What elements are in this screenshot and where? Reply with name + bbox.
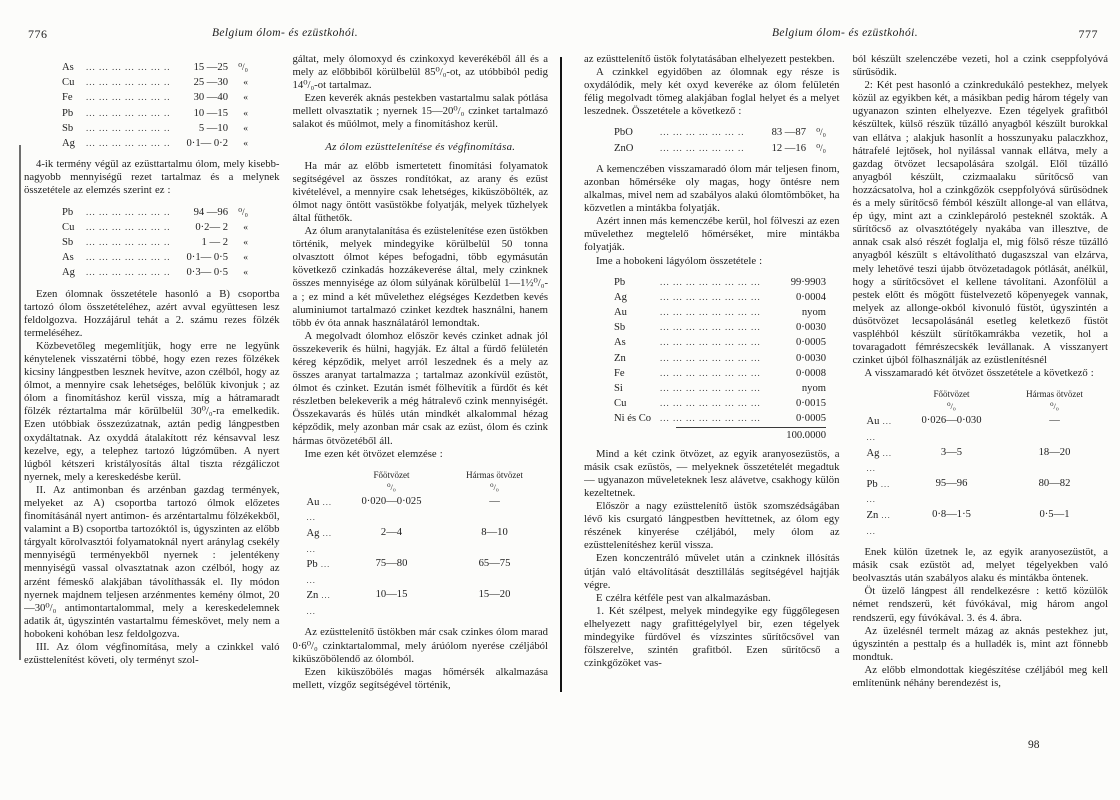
element-value: 0·0030 [795,352,826,364]
paragraph: 1. Két szélpest, melyek mindegyike egy függőlegesen elhelyezett nagy grafittégelylyel bir, ezen tégelyek mindegyike fürdővel és vízszintes sűrítőcsővel van fölszerelve, szintén grafitból. Ezen sűrítőcső a czinkgőzöket vas- [584,604,840,670]
right-col-2 [853,53,1109,753]
value-unit: ⁰/₀ [238,207,248,218]
value-unit: « [243,78,248,89]
dot-leader [660,275,764,290]
table-total-row [614,427,826,441]
element-symbol: Sb [614,322,626,334]
paragraph: Az előbb elmondottak kiegészítése czéljából meg kell említenünk néhány berendezést is, [852,663,1108,690]
paragraph: Közbevetőleg megemlítjük, hogy erre ne legyünk kénytelenek visszatérni többé, hogy ezen rezes fölzékek kicsiny lángpestben lesznek hevítve, azon czélból, hogy az ólmot, a mennyire csak lehetséges, belőlük kivonjuk ; az ólom a finomításhoz kerül vissza, míg a hátramaradt fölzék réztartalma már körülbelül 30⁰/₀-ra emelkedik. Ezen utóbbiak összezúzatnak, aztán pedig lángpestben oxydáltatnak. Az oxyddá átalakított réz kénsavval lesz kezelve, egy, a telephez tartozó lúgzóműben. A nyert lúgból kétszeri kristályosítás által tiszta rézgáliczot nyernek, mely a kereskedésbe kerül. [24,339,280,483]
table-row [62,90,248,105]
table-row [614,411,826,426]
paragraph: Ime ezen két ötvözet elemzése : [304,447,443,460]
value-unit: ⁰/₀ [816,128,826,139]
main-alloy-value: 0·026—0·030 [921,415,982,427]
soft-lead-composition-table [614,275,826,441]
paragraph: Ezen kiküszöbölés magas hőmérsék alkalmazása mellett, vízgőz segítségével történik, [292,665,548,691]
element-symbol: Sb [62,236,74,248]
value-unit: « [243,222,248,233]
element-value: 15 —25 [193,62,228,73]
paragraph: Ezen konczentráló művelet után a czinknek illósítás útján való eltávolítását desztillálás segítségével hajtják végre. [584,552,840,591]
dot-leader [660,290,764,305]
dot-leader [86,60,170,75]
table-row [614,351,826,366]
table-row [62,60,248,75]
left-page-columns [24,53,548,753]
page-number: 776 [28,27,48,41]
element-value: 5 —10 [198,122,228,134]
dot-leader [86,265,170,280]
value-unit: « [243,139,248,150]
left-page-header [26,27,544,43]
element-symbol: Pb [614,276,626,288]
paragraph: Ezen keverék aknás pestekben vastartalmu salak pótlása mellett olvasztatik ; nyernek 15—20⁰/₀ czinket tartalmazó salakot és műólmot, mely a finomításhoz kerül. [292,92,548,131]
main-alloy-value: 75—80 [375,558,408,570]
element-symbol: As [62,252,74,264]
table-row [62,235,248,250]
element-value: 0·0030 [795,322,826,334]
table-row [614,335,826,350]
element-value: 0·3— 0·5 [186,267,228,279]
element-value: 0·2— 2 [195,221,228,233]
element-symbol: Si [614,383,623,395]
dot-leader [660,320,764,335]
table-row [62,121,248,136]
paragraph-continuation: az ezüsttelenítő üstök folytatásában elhelyezett pestekben. [584,53,835,65]
compound-symbol: PbO [614,127,633,139]
value-unit: « [243,93,248,104]
spacer [299,470,339,481]
paragraph: Enek külön űzetnek le, az egyik aranyosezüstöt, a másik csak ezüstöt ad, melyet tégelyekben való beolvasztás után szabályos alaku és mintákba öntenek. [852,546,1108,585]
unit-label: ⁰/₀ [387,481,396,492]
element-symbol: Fe [62,92,73,104]
lead-table-rows [614,275,826,427]
table-row [62,136,248,151]
value-unit: « [243,268,248,279]
unit-label: ⁰/₀ [1050,401,1059,412]
right-page [560,0,1120,800]
spacer [859,401,899,411]
paragraph: Az ezüsttelenítő üstökben már csak czinkes ólom marad 0·6⁰/₀ czinktartalommal, mely árúólom nyerése czéljából kiküszöbölendő az ólomból. [292,626,548,665]
table-row [62,205,248,220]
table-row [614,290,826,305]
value-unit: « [243,253,248,264]
element-value: 0·0004 [795,291,826,303]
unit-label: ⁰/₀ [947,401,956,412]
compound-symbol: ZnO [614,142,634,154]
element-symbol: Ag ... ... [859,446,899,477]
table-row [859,477,1105,508]
section-heading: Az ólom ezüsttelenítése és végfinomítása. [325,140,516,153]
table-row [614,396,826,411]
table-row [299,526,545,557]
page-number: 777 [1078,27,1098,41]
table-row [614,275,826,290]
element-symbol: As [62,62,74,73]
element-symbol: Cu [614,398,627,410]
element-symbol: Sb [62,122,74,134]
dot-leader [660,381,764,396]
element-value: nyom [801,383,826,395]
table-row [299,588,545,619]
table-row [299,495,545,526]
ternary-alloy-value: 80—82 [1038,477,1071,489]
element-symbol: Pb [62,107,74,119]
dot-leader [86,75,170,90]
element-symbol: Ag [62,267,75,279]
chem-table-silver-lead [62,205,248,281]
main-alloy-value: 10—15 [375,589,408,601]
element-symbol: Au [614,307,627,319]
alloy-table-units [859,401,1105,411]
ternary-alloy-value: — [489,495,500,507]
element-symbol: Ag [614,291,627,303]
paragraph: Mind a két czink ötvözet, az egyik aranyosezüstös, a másik csak ezüstös, — melyeknek összetételét megadtuk — ugyanazon műveleteknek lesz alávetve, csakhogy külön kezeltetnek. [584,447,840,499]
paragraph: A visszamaradó két ötvözet összetétele a következő : [864,367,1094,380]
main-alloy-value: 2—4 [380,526,403,538]
column-header: Főötvözet [373,469,410,480]
alloy-composition-table [859,389,1105,539]
table-row [299,557,545,588]
element-symbol: Pb ... ... [859,477,899,508]
right-page-columns [584,53,1108,753]
paragraph: Az üzelésnél termelt mázag az aknás pestekhez jut, úgyszintén a pesttalp és a hulladék is, mint azt fönnebb mondtuk. [852,624,1108,663]
paragraph: Ezen ólomnak összetétele hasonló a B) csoportba tartozó ólom összetételéhez, azért avval együttesen lesz feldolgozva. Hozzájárul tehát a 2. számu rezes fölzék termeléséhez. [24,287,280,339]
column-header: Hármas ötvözet [1026,389,1083,400]
running-title: Belgium ólom- és ezüstkohói. [772,27,918,39]
right-col-1 [584,53,840,753]
element-value: nyom [801,307,826,319]
element-value: 94 —96 [193,206,228,218]
paragraph: 2: Két pest hasonló a czinkredukáló pestekhez, melyek közül az egyikben két, a másikban pedig három tégely van ugyanazon szinten elhelyezve. Ezen tégelyek grafitból készültek, külső részük tűzálló anyagból készült burokkal van ellátva ; alakjuk hasonlít a hosszunyaku palaczkhoz, hátrafelé lejtősek, hol nyilással vannak ellátva, mely a gazdag ötvözet lecsapolására szolgál. Elől tűzálló anyagból készült, czizmaalaku sűrítőcső van hozzácsatolva, hol a czinkgőzök cseppfolyóvá sűrűsödnek és a mely sűrítőcső fémból készült allonge-al van ellátva, ép úgy, mint azt a czinklepároló pesteknél szokták. A sűrítőcső az olvasztótégely nyakába van illesztve, de annak csak alsó részét foglalja el, mig fölső része tűzálló anyagból készült s eltávolítható dugaszszal van elzárva, mely lehetővé teszi újabb ötvözetadagok pótlását, anélkül, hogy a sűrítőcsövet el kellene távolítani. Azonfölül a pestek előtt és mögött füstelvezető köpenyegek vannak, melyek az allonge-okból kivonuló füstöt, úgyszintén a dúsötvözet lecsapolásánál esetleg keletkező füstöt vaspléhból készült sűrítőkamrákba vezetik, hol a tovaragadott fémrészecskék levállanak. A visszanyert czinket újból fölhasználják az ezüstlenítésnél [852,79,1108,367]
ternary-alloy-value: 18—20 [1038,446,1071,458]
table-row [62,106,248,121]
right-page-header [586,27,1104,43]
element-symbol: As [614,337,626,349]
main-alloy-value: 3—5 [940,446,963,458]
dot-leader [86,121,170,136]
table-row [614,141,826,156]
main-alloy-value: 0·020—0·025 [361,495,422,507]
value-unit: « [243,108,248,119]
dot-leader [86,250,170,265]
element-value: 1 — 2 [201,236,228,248]
main-alloy-value: 95—96 [935,477,968,489]
paragraph: 4-ik termény végül az ezüsttartalmu ólom, mely kisebb-nagyobb mennyiségű rezet tartalmaz és a melynek összetétele az elemzés szerint ez : [24,158,280,197]
value-unit: « [243,123,248,134]
element-symbol: Au ... ... [299,495,339,526]
alloy-analysis-table [299,470,545,620]
ternary-alloy-value: 65—75 [478,558,511,570]
dot-leader [86,136,170,151]
element-value: 25 —30 [193,77,228,89]
table-row [614,305,826,320]
element-symbol: Cu [62,221,75,233]
table-row [62,265,248,280]
element-value: 0·1— 0·5 [186,252,228,264]
element-symbol: Ag ... ... [299,526,339,557]
table-row [614,125,826,140]
dot-leader [660,351,764,366]
sheet-signature-number: 98 [1028,739,1040,751]
spacer [859,389,899,400]
dot-leader [86,205,170,220]
element-symbol: Cu [62,77,75,89]
element-symbol: Pb [62,206,74,218]
dot-leader [86,220,170,235]
total-value: 100.0000 [676,427,826,441]
element-symbol: Zn ... ... [299,588,339,619]
alloy-table-rows [859,414,1105,539]
ternary-alloy-value: — [1049,415,1060,427]
dot-leader [86,106,170,121]
unit-label: ⁰/₀ [490,481,499,492]
paragraph: Az ólum aranytalanítása és ezüstelenítése ezen üstökben történik, melyek mindegyike körülbelül 50 tonna olvasztott ólmot képes befogadni, több egymásután következő czinkadás hozzákeverése által, mely czinknek összes mennyisége az ólom súlyának körülbelül 1—1½⁰/₀-a ; ez mind a két művelethez elégséges Kezdetben kevés aluminiumot tartalmazó czinket kezdtek használni, hanem több év óta annak használatáról lemondtak. [292,225,548,329]
main-alloy-value: 0·8—1·5 [932,508,971,520]
paragraph: Ha már az előbb ismertetett finomítási folyamatok segítségével az összes rondítókat, az arany és ezüst kivételével, a mennyire csak lehetséges, kiküszöbölték, az ólmot nagy öntött vasüstökbe folyatják, melyek tűzhelyek által fűthetők. [292,159,548,224]
alloy-table-header [859,389,1105,400]
chem-table-matte [62,60,248,151]
paragraph-continuation: gáltat, mely ólomoxyd és czinkoxyd keverékéből áll és a mely az előbbiből körülbelül 85⁰/₀-ot, az utóbbiból pedig 14⁰/₀-ot tartalmaz. [292,53,548,92]
compound-value: 12 —16 [771,142,806,154]
value-unit: « [243,237,248,248]
table-row [614,366,826,381]
paragraph: A kemenczében visszamaradó ólom már teljesen finom, azonban hőmérséke oly magas, hogy öntésre nem alkalmas, mivel nem ad szabályos alakú ólomtömböket, ha közvetlen a mintákba folyatják. [584,162,840,215]
paragraph: III. Az ólom végfinomítása, mely a czinkkel való ezüsttelenítést követi, oly terményt szol- [24,641,280,667]
table-row [859,508,1105,539]
table-row [859,446,1105,477]
element-value: 0·0015 [795,398,826,410]
paragraph-continuation: ból készült szelenczébe vezeti, hol a czink cseppfolyóvá sűrűsödik. [852,53,1108,79]
compound-value: 83 —87 [771,127,806,139]
element-symbol: Au ... ... [859,414,899,445]
dot-leader [660,366,764,381]
paragraph: A czinkkel egyidőben az ólomnak egy része is oxydálódik, mely két oxyd keveréke az ólom felületén félig megolvadt tömeg alakjában foglal helyet és a melyet leszednek. Összetétele a következő : [584,66,840,118]
element-symbol: Fe [614,367,625,379]
element-symbol: Ni és Co [614,413,652,425]
dot-leader [660,396,764,411]
running-title: Belgium ólom- és ezüstkohói. [212,27,358,39]
paragraph: Ime a hobokeni lágyólom összetétele : [596,254,763,267]
dot-leader [660,305,764,320]
ternary-alloy-value: 8—10 [481,526,508,538]
dot-leader [660,335,764,350]
element-symbol: Zn ... ... [859,508,899,539]
paragraph: II. Az antimonban és arzénban gazdag termények, melyeket az A) csoportba tartozó ólmok előzetes finomításánál nyert antimon- és arzéntartalmu fölzékekből, valamint a B) csoportba tartozóktól is, úgyszinten az előbb tárgyalt körolvasztói folyamatoknál nyert aránylag csekély mennyiségü terményekből nyernek : jelentékeny mennyiségü vassal olvasztatnak azon czélból, hogy az arzént fémeskő alakjában távolíthassák el. Ily módon nyernek majdnem teljesen arzénmentes kemény ólmot, 20—30⁰/₀ antimontartalommal, mely a kereskedelemnek adatik át, úgyszintén vastartalmu fémeskövet, mely nem a hobokeni kohóban lesz feldolgozva. [24,483,280,640]
element-value: 30 —40 [193,92,228,104]
column-header: Hármas ötvözet [466,469,523,480]
paragraph: Öt üzelő lángpest áll rendelkezésre : kettő közülök német rendszerü, két fúvókával, mig három angol rendszerű, egy fúvókával. 3. és 4. ábra. [852,585,1108,624]
table-row [62,220,248,235]
table-row [859,414,1105,445]
oxide-table [614,125,826,155]
ternary-alloy-value: 15—20 [478,589,511,601]
dot-leader [660,125,744,140]
column-header: Főötvözet [933,389,970,400]
element-value: 0·0005 [795,413,826,425]
paragraph: Először a nagy ezüsttelenítő üstök szomszédságában lévő kis csurgató lángpestben hevíttetnek, az ólom egy részének kinyerése czéljából, mely ólom az ezüsttelenítéshez kerül vissza. [584,500,840,552]
dot-leader [660,141,744,156]
left-col-2 [293,53,549,753]
element-value: 99·9903 [790,276,826,288]
element-symbol: Pb ... ... [299,557,339,588]
table-row [614,320,826,335]
paragraph: A megolvadt ólomhoz először kevés czinket adnak jól összekeverik és hülni, hagyják. Ez által a fürdő felületén kéreg képződik, melyet arról leszednek és a mely az összes aranyat tartalmazza ; tartalmaz azonkívül ezüstöt, ólmot és czinket. Ezután ismét fölhevítik a fürdőt és két részletben belekeverik a még hátralevő czink mennyiségét. Összekavarás és hülés után mindkét alkalommal hézag képződik, mely azonban már csak az ezüst, ólom és czink hármas ötvözetéből áll. [292,329,548,447]
left-col-1 [24,53,280,753]
dot-leader [660,411,764,426]
value-unit: ⁰/₀ [816,143,826,154]
dot-leader [86,90,170,105]
element-value: 10 —15 [193,107,228,119]
table-row [62,75,248,90]
spacer [299,482,339,492]
ternary-alloy-value: 0·5—1 [1039,508,1070,520]
paragraph: E czélra kétféle pest van alkalmazásban. [596,591,771,604]
dot-leader [86,235,170,250]
table-row [62,250,248,265]
alloy-table-units [299,482,545,492]
alloy-table-rows [299,495,545,620]
alloy-table-header [299,470,545,481]
paragraph: Azért innen más kemenczébe kerül, hol fölveszi az ezen művelethez megtelelő hőmérséket, mire mintákba folyatják. [584,215,840,254]
element-value: 0·0005 [795,337,826,349]
value-unit: ⁰/₀ [238,63,248,73]
element-value: 0·0008 [795,367,826,379]
element-symbol: Ag [62,138,75,150]
element-value: 0·1— 0·2 [186,138,228,150]
table-row [614,381,826,396]
element-symbol: Zn [614,352,626,364]
